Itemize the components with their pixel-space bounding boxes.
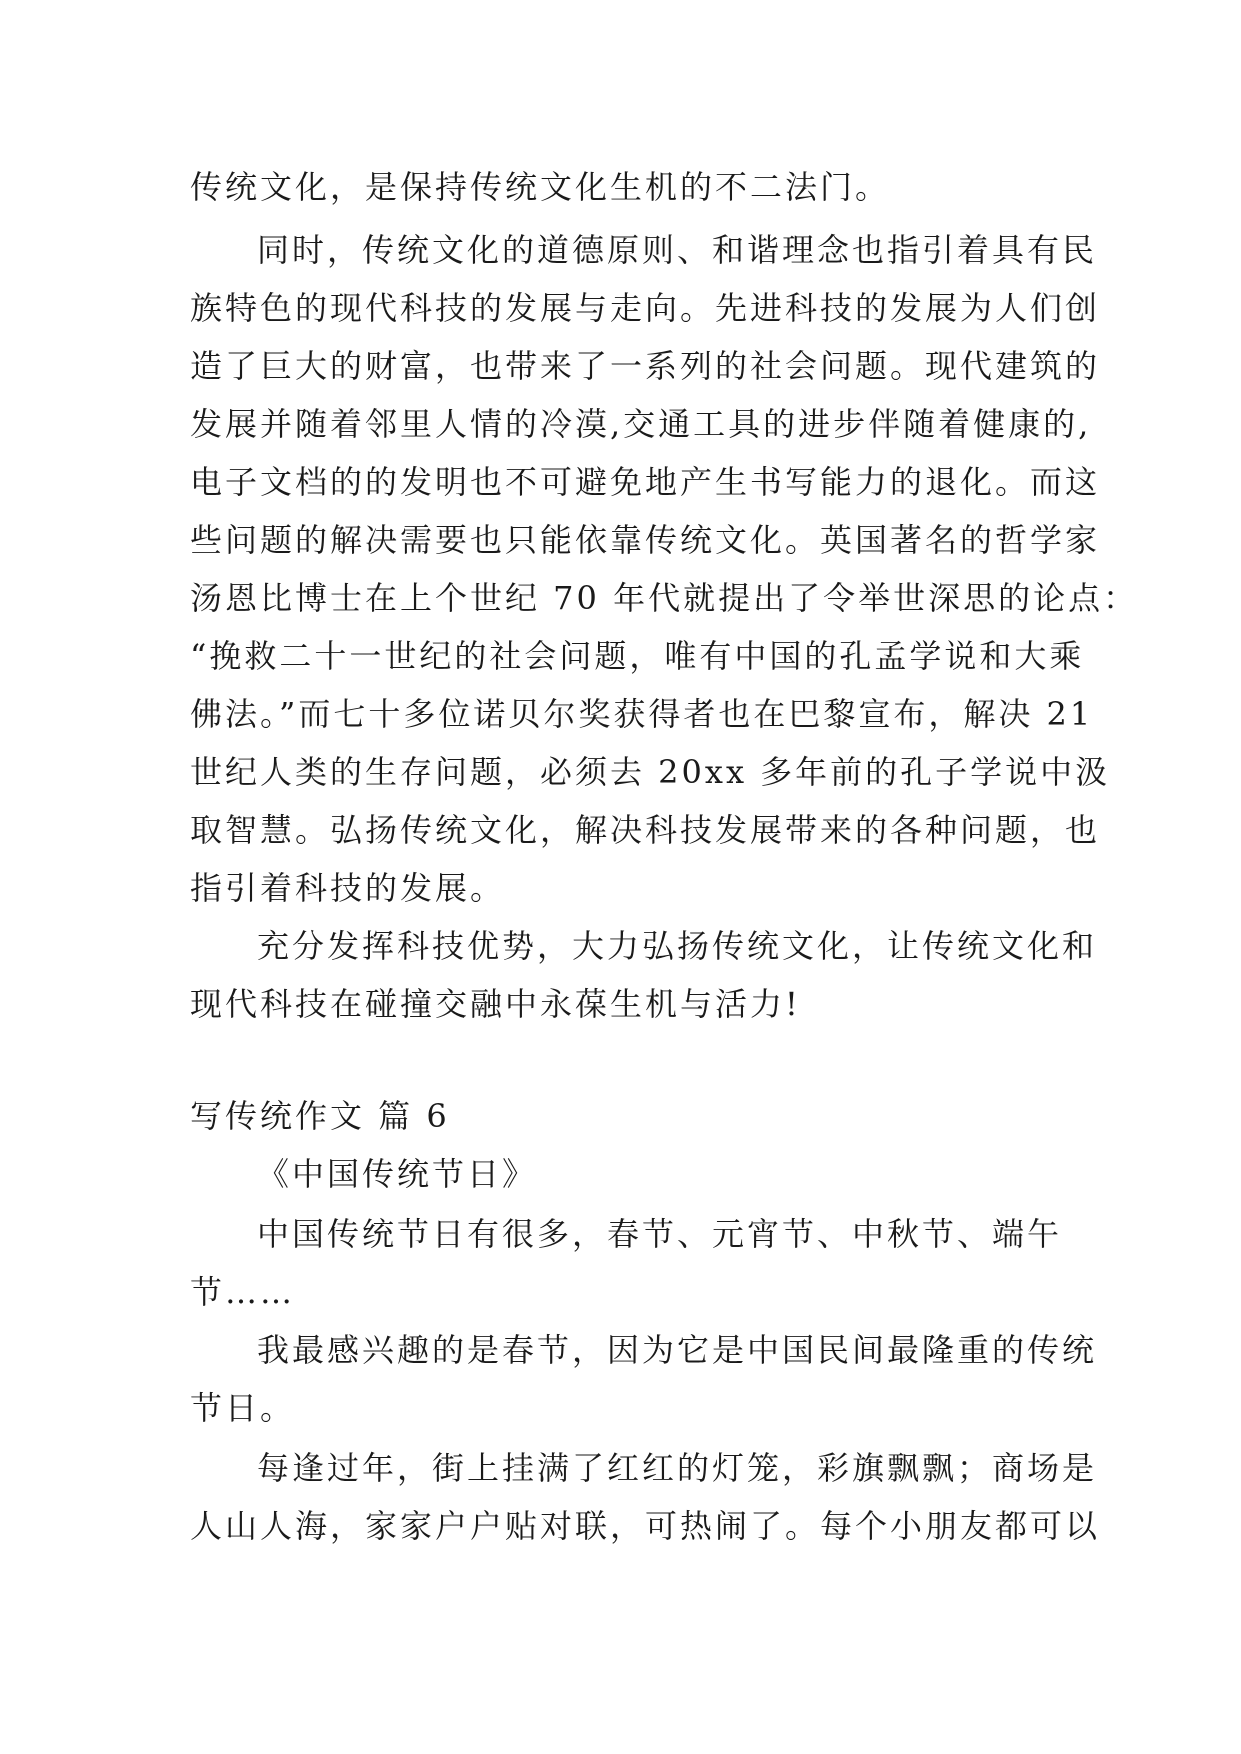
section-heading: 写传统作文 篇 6 xyxy=(190,1097,450,1135)
text-line: 发展并随着邻里人情的冷漠,交通工具的进步伴随着健康的, xyxy=(190,405,1092,443)
text-line: 电子文档的的发明也不可避免地产生书写能力的退化。而这 xyxy=(190,463,1101,501)
text-line: 节日。 xyxy=(190,1389,296,1427)
text-line: 传统文化，是保持传统文化生机的不二法门。 xyxy=(190,168,891,206)
paragraph-start-line: 每逢过年，街上挂满了红红的灯笼，彩旗飘飘；商场是 xyxy=(257,1449,1098,1487)
text-line: 世纪人类的生存问题，必须去 20xx 多年前的孔子学说中汲 xyxy=(190,753,1111,791)
text-line: 人山人海，家家户户贴对联，可热闹了。每个小朋友都可以 xyxy=(190,1507,1101,1545)
text-line: 现代科技在碰撞交融中永葆生机与活力! xyxy=(190,985,801,1023)
text-line: 族特色的现代科技的发展与走向。先进科技的发展为人们创 xyxy=(190,289,1101,327)
paragraph-start-line: 我最感兴趣的是春节，因为它是中国民间最隆重的传统 xyxy=(257,1331,1098,1369)
text-line: 指引着科技的发展。 xyxy=(190,869,506,907)
text-line: 佛法。”而七十多位诺贝尔奖获得者也在巴黎宣布，解决 21 xyxy=(190,695,1094,733)
paragraph-start-line: 充分发挥科技优势，大力弘扬传统文化，让传统文化和 xyxy=(257,927,1098,965)
essay-title: 《中国传统节日》 xyxy=(257,1155,538,1193)
text-line: 些问题的解决需要也只能依靠传统文化。英国著名的哲学家 xyxy=(190,521,1101,559)
text-line: 汤恩比博士在上个世纪 70 年代就提出了令举世深思的论点： xyxy=(190,579,1139,617)
text-line: “挽救二十一世纪的社会问题，唯有中国的孔孟学说和大乘 xyxy=(190,637,1085,675)
text-line: 造了巨大的财富，也带来了一系列的社会问题。现代建筑的 xyxy=(190,347,1101,385)
text-line: 取智慧。弘扬传统文化，解决科技发展带来的各种问题，也 xyxy=(190,811,1101,849)
paragraph-start-line: 中国传统节日有很多，春节、元宵节、中秋节、端午 xyxy=(257,1215,1063,1253)
text-line: 节…… xyxy=(190,1273,296,1311)
paragraph-start-line: 同时，传统文化的道德原则、和谐理念也指引着具有民 xyxy=(257,231,1098,269)
